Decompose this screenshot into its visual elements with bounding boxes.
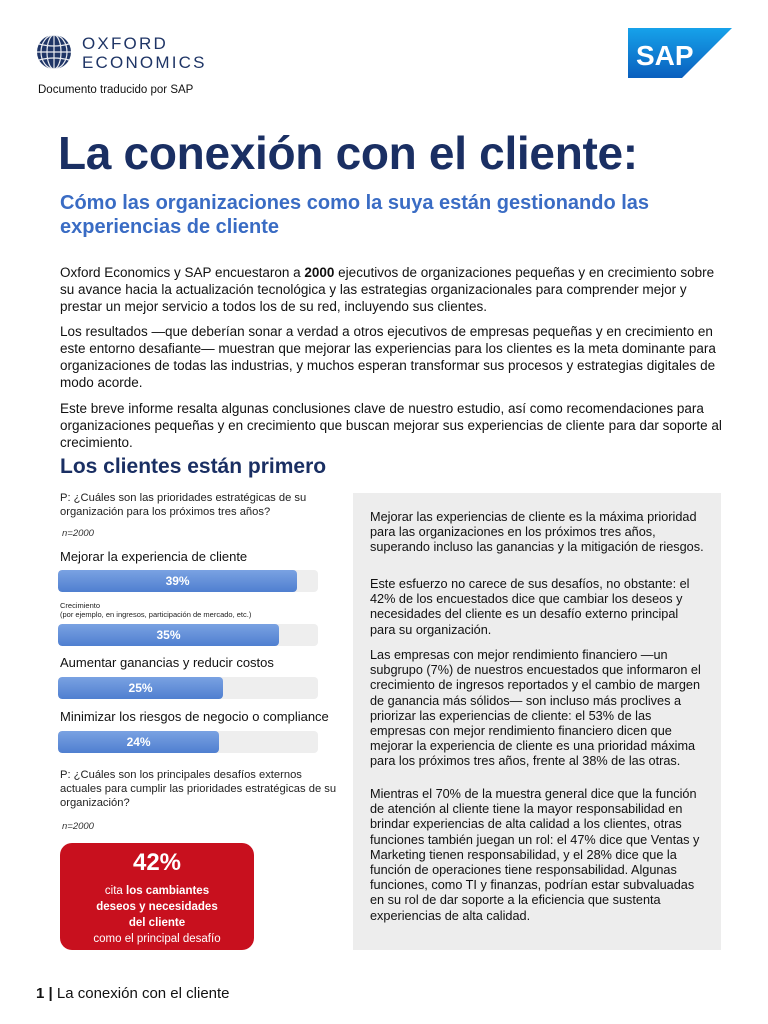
bar-fill-2: 25%	[58, 677, 223, 699]
stat-text	[60, 883, 254, 947]
bar-label-1-sub: (por ejemplo, en ingresos, participación de mercado, etc.)	[60, 610, 252, 619]
question-1: P: ¿Cuáles son las prioridades estratégicas de su organización para los próximos tres años?	[60, 492, 307, 518]
oe-line1: OXFORD	[82, 34, 168, 53]
stat-line3: del cliente	[128, 917, 186, 929]
bar-fill-0: 39%	[58, 570, 297, 592]
side-panel	[353, 493, 721, 950]
stat-line2: deseos y necesidades	[96, 901, 218, 913]
stat-line1-b: los cambiantes	[126, 885, 210, 897]
section-title: Los clientes están primero	[60, 455, 327, 478]
intro-p1-b: 2000	[304, 265, 335, 280]
stat-callout	[60, 843, 254, 950]
bar-fill-3: 24%	[58, 731, 219, 753]
bar-label-1	[60, 601, 251, 619]
intro-p1-a: Oxford Economics y SAP encuestaron a	[60, 265, 305, 280]
side-paragraph-1: Mejorar las experiencias de cliente es la máxima prioridad para las organizaciones en los próximos tres años, superando incluso las ganancias y la mitigación de riesgos.	[370, 510, 704, 555]
bar-track-3	[58, 731, 318, 753]
globe-icon	[36, 34, 72, 70]
page-footer	[36, 985, 230, 1002]
sample-size-2: n=2000	[62, 821, 94, 832]
stat-line1-a: cita	[104, 885, 126, 897]
side-paragraph-2: Este esfuerzo no carece de sus desafíos, no obstante: el 42% de los encuestados dice que cambiar los deseos y necesidades del cliente es un desafío externo principal para su organización.	[370, 577, 690, 637]
bar-label-3: Minimizar los riesgos de negocio o compliance	[60, 709, 329, 724]
page-number: 1	[36, 985, 45, 1002]
footer-text: La conexión con el cliente	[56, 985, 230, 1002]
bar-track-2	[58, 677, 318, 699]
oxford-economics-logo	[36, 34, 236, 74]
bar-label-1-main: Crecimiento	[60, 601, 101, 610]
question-2: P: ¿Cuáles son los principales desafíos externos actuales para cumplir las prioridades estratégicas de su organización?	[60, 769, 337, 809]
bar-label-2: Aumentar ganancias y reducir costos	[60, 655, 274, 670]
intro-paragraph-2: Los resultados —que deberían sonar a verdad a otros ejecutivos de empresas pequeñas y en crecimiento en este entorno desafiante— muestran que mejorar las experiencias para los clientes es la meta dominante para organizaciones de todas las industrias, y muchos esperan transformar sus procesos y estrategias digitales de modo acorde.	[60, 324, 716, 390]
oe-line2: ECONOMICS	[82, 53, 207, 72]
intro-paragraph-1	[60, 264, 726, 315]
bar-label-0: Mejorar la experiencia de cliente	[60, 549, 248, 564]
side-paragraph-3: Las empresas con mejor rendimiento financiero —un subgrupo (7%) de nuestros encuestados que informaron el crecimiento de ingresos reportados y el cambio de margen de ganancia más sólidos— son incluso más proclives a priorizar las experiencias de cliente: el 53% de las empresas con mejor rendimiento financiero dicen que mejorar la experiencia de cliente es una prioridad máxima para los próximos tres años, frente al 38% de las otras.	[370, 648, 701, 769]
oxford-economics-wordmark	[82, 34, 207, 72]
translated-by: Documento traducido por SAP	[38, 84, 194, 96]
sap-logo	[628, 28, 732, 78]
side-paragraph-4: Mientras el 70% de la muestra general dice que la función de atención al cliente tiene la mayor responsabilidad en brindar experiencias de alta calidad a los clientes, otras funciones también juegan un rol: el 47% dice que Ventas y Marketing tienen responsabilidad, y el 28% dice que la función de operaciones tiene responsabilidad. Algunas funciones, como TI y finanzas, podrían estar subvaluadas en su rol de dar soporte a la eficiencia que sustenta experiencias de alta calidad.	[370, 787, 700, 923]
stat-line4: como el principal desafío	[93, 933, 221, 945]
bar-fill-1: 35%	[58, 624, 279, 646]
page-subtitle: Cómo las organizaciones como la suya están gestionando las experiencias de cliente	[60, 192, 650, 238]
stat-percentage: 42%	[132, 849, 182, 876]
bar-track-0	[58, 570, 318, 592]
footer-separator: |	[44, 985, 57, 1002]
sap-logo-text: SAP	[636, 40, 694, 71]
bar-track-1	[58, 624, 318, 646]
page-title: La conexión con el cliente:	[58, 127, 638, 179]
intro-paragraph-3: Este breve informe resalta algunas conclusiones clave de nuestro estudio, así como recomendaciones para organizaciones pequeñas y en crecimiento que buscan mejorar sus experiencias de cliente para dar soporte al crecimiento.	[60, 401, 722, 450]
sample-size-1: n=2000	[62, 528, 94, 539]
intro-p1-c: ejecutivos de organizaciones pequeñas y en crecimiento sobre su avance hacia la actualización tecnológica y las estrategias organizacionales para comprender mejor y prestar un mejor servicio a todos los de su red, incluyendo sus clientes.	[60, 265, 715, 314]
